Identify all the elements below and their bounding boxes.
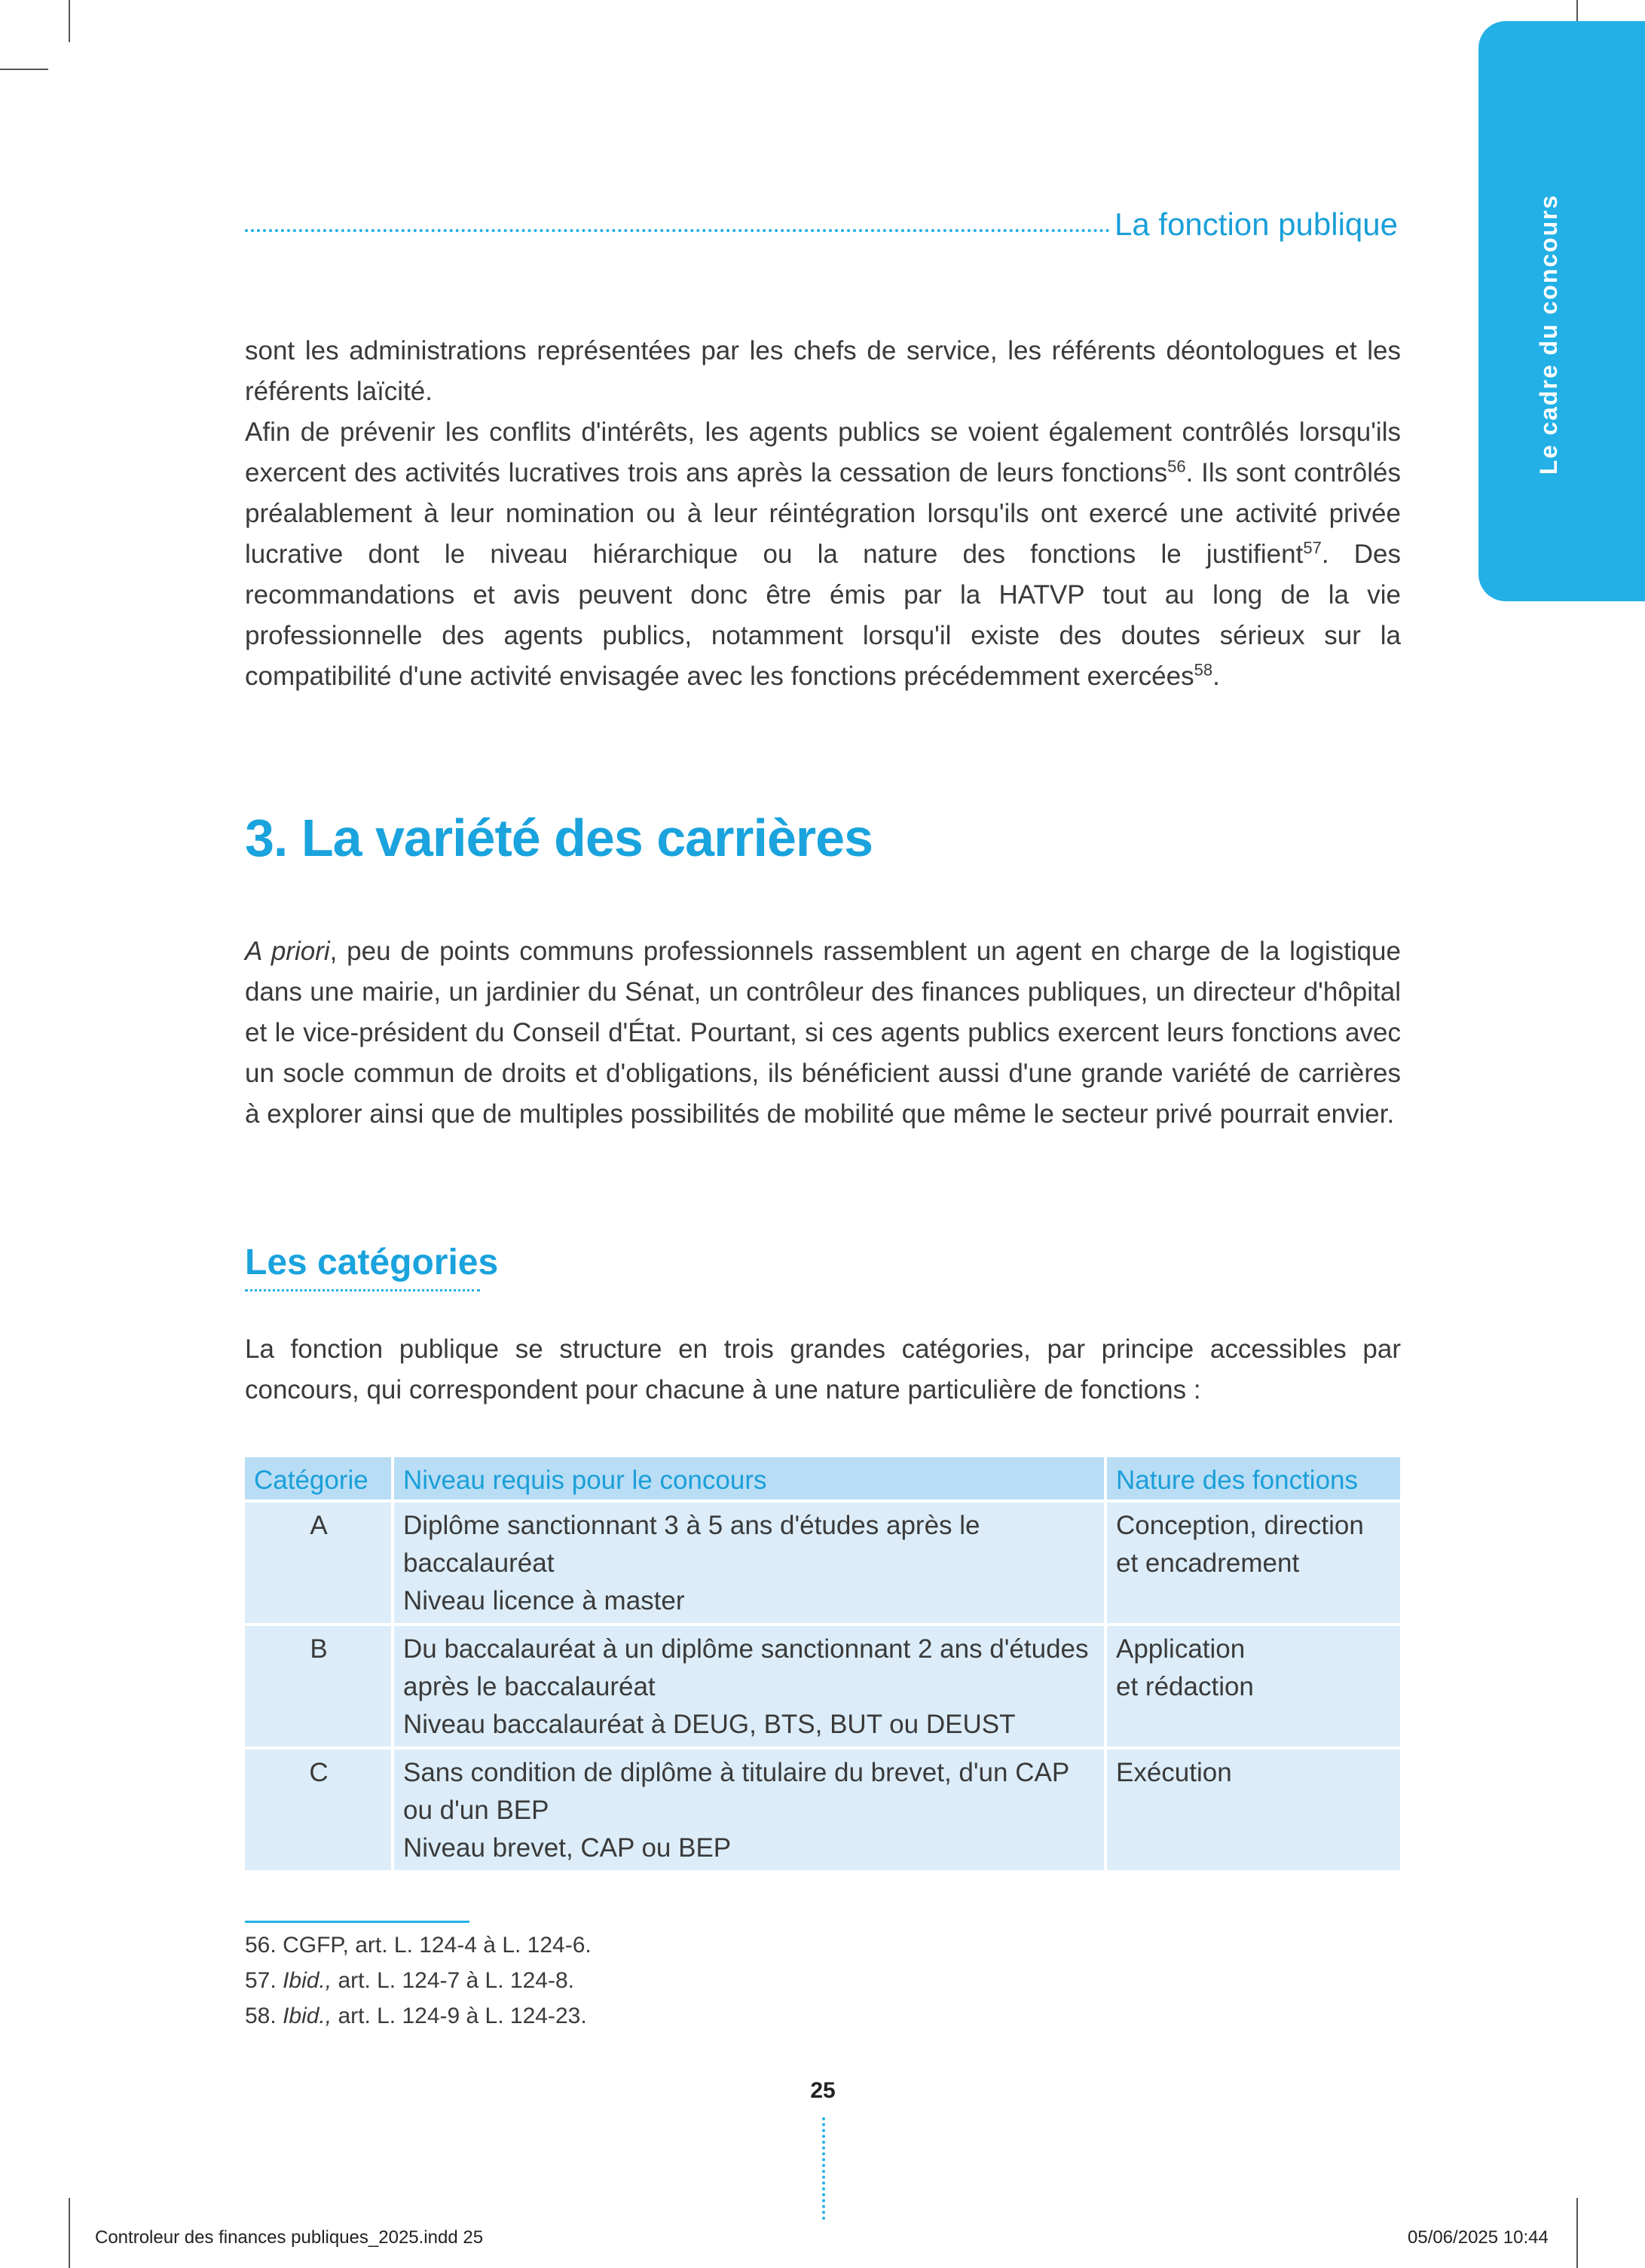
footnote-58 [245,1998,592,2034]
slug-timestamp: 05/06/2025 10:44 [1408,2227,1549,2248]
footnote-ibid: Ibid., [283,1968,332,1993]
footnote-56 [245,1927,592,1963]
section-title: 3. La variété des carrières [245,808,873,867]
table-header-row [245,1457,1400,1499]
section-paragraph [245,931,1401,1135]
nature-text: Application [1116,1634,1246,1664]
footnote-number: 57. [245,1968,277,1993]
table-row [245,1626,1400,1747]
level-summary: Niveau baccalauréat à DEUG, BTS, BUT ou DEUST [403,1710,1016,1739]
running-header [245,197,1398,243]
subsection-paragraph: La fonction publique se structure en trois grandes catégories, par principe accessibles par concours, qui correspondent pour chacune à une nature particulière de fonctions : [245,1334,1401,1405]
column-header-category: Catégorie [245,1457,391,1499]
leader-dots [245,229,1110,232]
level-cell [394,1750,1104,1870]
intro-text: . Ils sont contrôlés préalablement à leur nomination ou à leur réintégration lorsqu'ils ont exercé une activité privée lucrative dont le niveau hiérarchique ou la nature des fonctions le justifient [245,458,1401,569]
footnote-text: CGFP, art. L. 124-4 à L. 124-6. [283,1933,592,1958]
level-summary: Niveau licence à master [403,1586,685,1615]
footnote-number: 56. [245,1933,277,1958]
table-row [245,1750,1400,1870]
nature-text: et encadrement [1116,1548,1300,1578]
intro-text: . [1212,662,1220,691]
categories-table [242,1454,1403,1873]
level-text: Diplôme sanctionnant 3 à 5 ans d'études après le baccalauréat [403,1511,980,1578]
footnote-ref-56: 56 [1167,457,1186,476]
subsection-title: Les catégories [245,1243,499,1282]
subsection-underline [245,1289,480,1291]
footnotes [245,1927,592,2034]
level-cell [394,1626,1104,1747]
footnote-text: art. L. 124-7 à L. 124-8. [332,1968,574,1993]
intro-text: . Des recommandations et avis peuvent donc être émis par la HATVP tout au long de la vie professionnelle des agents publics, notamment lorsqu'il existe des doutes sérieux sur la compatibilité d'une activité envisagée avec les fonctions précédemment exercées [245,539,1401,691]
nature-text: et rédaction [1116,1672,1254,1701]
crop-mark [69,0,70,42]
nature-cell [1107,1750,1400,1870]
nature-cell [1107,1502,1400,1623]
side-tab-label: Le cadre du concours [1535,194,1562,475]
nature-text: Conception, direction [1116,1511,1364,1540]
footnote-rule [245,1921,469,1923]
footnote-ref-57: 57 [1303,538,1322,558]
intro-paragraph-1: sont les administrations représentées par les chefs de service, les référents déontologues et les référents laïcité. [245,336,1401,406]
column-header-nature: Nature des fonctions [1107,1457,1400,1499]
level-text: Sans condition de diplôme à titulaire du brevet, d'un CAP ou d'un BEP [403,1758,1069,1825]
latin-phrase: A priori [245,937,330,966]
level-text: Du baccalauréat à un diplôme sanctionnant 2 ans d'études après le baccalauréat [403,1634,1089,1701]
footnote-ref-58: 58 [1194,660,1213,680]
table-row [245,1502,1400,1623]
slug-filename: Controleur des finances publiques_2025.indd 25 [95,2227,484,2248]
nature-cell [1107,1626,1400,1747]
column-header-level: Niveau requis pour le concours [394,1457,1104,1499]
intro-paragraph-2 [245,412,1401,697]
footnote-number: 58. [245,2004,277,2028]
page-number-dots [822,2117,825,2220]
footnote-text: art. L. 124-9 à L. 124-23. [332,2004,587,2028]
category-cell: C [245,1750,391,1870]
crop-mark [1576,2198,1578,2268]
category-cell: A [245,1502,391,1623]
intro-text: Afin de prévenir les conflits d'intérêts, les agents publics se voient également contrôlés lorsqu'ils exercent des activités lucratives trois ans après la cessation de leurs fonctions [245,417,1401,488]
crop-mark [0,69,48,70]
crop-mark [69,2198,70,2268]
running-header-title: La fonction publique [1115,206,1398,242]
section-paragraph-text: , peu de points communs professionnels rassemblent un agent en charge de la logistique dans une mairie, un jardinier du Sénat, un contrôleur des finances publiques, un directeur d'hôpital et le vice-président du Conseil d'État. Pourtant, si ces agents publics exercent leurs fonctions avec un socle commun de droits et d'obligations, ils bénéficient aussi d'une grande variété de carrières à explorer ainsi que de multiples possibilités de mobilité que même le secteur privé pourrait envier. [245,937,1401,1129]
level-summary: Niveau brevet, CAP ou BEP [403,1833,732,1863]
nature-text: Exécution [1116,1758,1232,1787]
level-cell [394,1502,1104,1623]
page-number: 25 [810,2078,836,2103]
footnote-57 [245,1963,592,1998]
category-cell: B [245,1626,391,1747]
footnote-ibid: Ibid., [283,2004,332,2028]
